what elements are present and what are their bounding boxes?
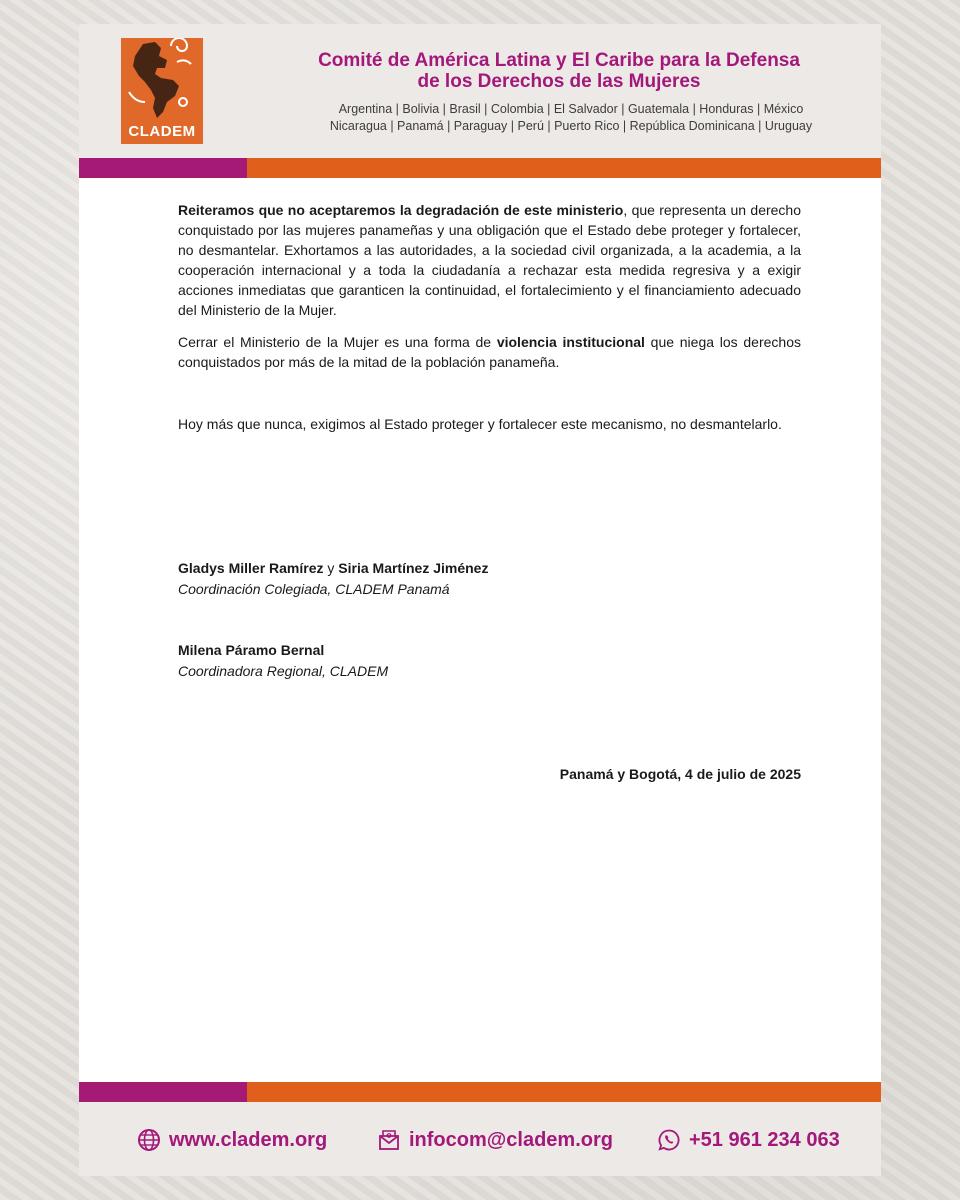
place-and-date: Panamá y Bogotá, 4 de julio de 2025 [559, 766, 801, 782]
signatory-name-a: Gladys Miller Ramírez [178, 560, 324, 576]
americas-map-icon [121, 38, 203, 120]
signatory-names [178, 558, 488, 579]
signature-block-1 [178, 558, 488, 600]
phone-link[interactable] [657, 1123, 840, 1157]
paragraph-2 [178, 332, 801, 372]
band-orange-segment [247, 158, 881, 178]
header-color-band [79, 158, 881, 178]
countries-line-2: Nicaragua | Panamá | Paraguay | Perú | Puerto Rico | República Dominicana | Uruguay [329, 119, 813, 133]
letterhead [79, 24, 881, 158]
paragraph-2-emphasis: violencia institucional [496, 334, 645, 350]
organization-name [279, 50, 839, 92]
email-text: infocom@cladem.org [409, 1128, 613, 1151]
logo-wordmark: CLADEM [121, 120, 203, 144]
paragraph-3: Hoy más que nunca, exigimos al Estado proteger y fortalecer este mecanismo, no desmantelarlo. [178, 416, 782, 432]
signature-block-2 [178, 640, 388, 682]
band-purple-segment [79, 1082, 247, 1102]
signatory-role: Coordinadora Regional, CLADEM [178, 663, 389, 679]
signatory-role: Coordinación Colegiada, CLADEM Panamá [178, 581, 450, 597]
paragraph-2-text-start: Cerrar el Ministerio de la Mujer es una forma de [178, 334, 497, 350]
band-orange-segment [247, 1082, 881, 1102]
signatory-conjunction: y [323, 560, 339, 576]
signatory-name-b: Siria Martínez Jiménez [338, 560, 489, 576]
organization-name-line-1: Comité de América Latina y El Caribe para la Defensa [318, 50, 800, 71]
paragraph-1 [178, 200, 801, 320]
band-purple-segment [79, 158, 247, 178]
envelope-icon [377, 1128, 401, 1152]
paragraph-1-text: , que representa un derecho conquistado por las mujeres panameñas y una obligación que el Estado debe proteger y fortalecer, no desmantelar. Exhortamos a las autoridades, a la sociedad civil organizada, a la academia, a la cooperación internacional y a toda la ciudadanía a rechazar esta medida regresiva y a exigir acciones inmediatas que garanticen la continuidad, el fortalecimiento y el financiamiento adecuado del Ministerio de la Mujer. [178, 202, 801, 318]
signatory-name: Milena Páramo Bernal [178, 642, 325, 658]
paragraph-1-emphasis: Reiteramos que no aceptaremos la degradación de este ministerio [178, 202, 624, 218]
email-link[interactable] [377, 1123, 613, 1157]
phone-text: +51 961 234 063 [689, 1128, 840, 1151]
footer-color-band [79, 1082, 881, 1102]
globe-icon [137, 1128, 161, 1152]
cladem-logo [121, 38, 203, 144]
countries-line-1: Argentina | Bolivia | Brasil | Colombia | El Salvador | Guatemala | Honduras | México [338, 102, 804, 116]
member-countries [301, 101, 841, 135]
letter-sheet [79, 24, 881, 1176]
paragraph-2-text-end: que niega los derechos conquistados por más de la mitad de la población panameña. [178, 334, 801, 370]
whatsapp-icon [657, 1128, 681, 1152]
website-link[interactable] [137, 1123, 327, 1157]
website-text: www.cladem.org [169, 1128, 328, 1151]
organization-name-line-2: de los Derechos de las Mujeres [417, 71, 701, 92]
